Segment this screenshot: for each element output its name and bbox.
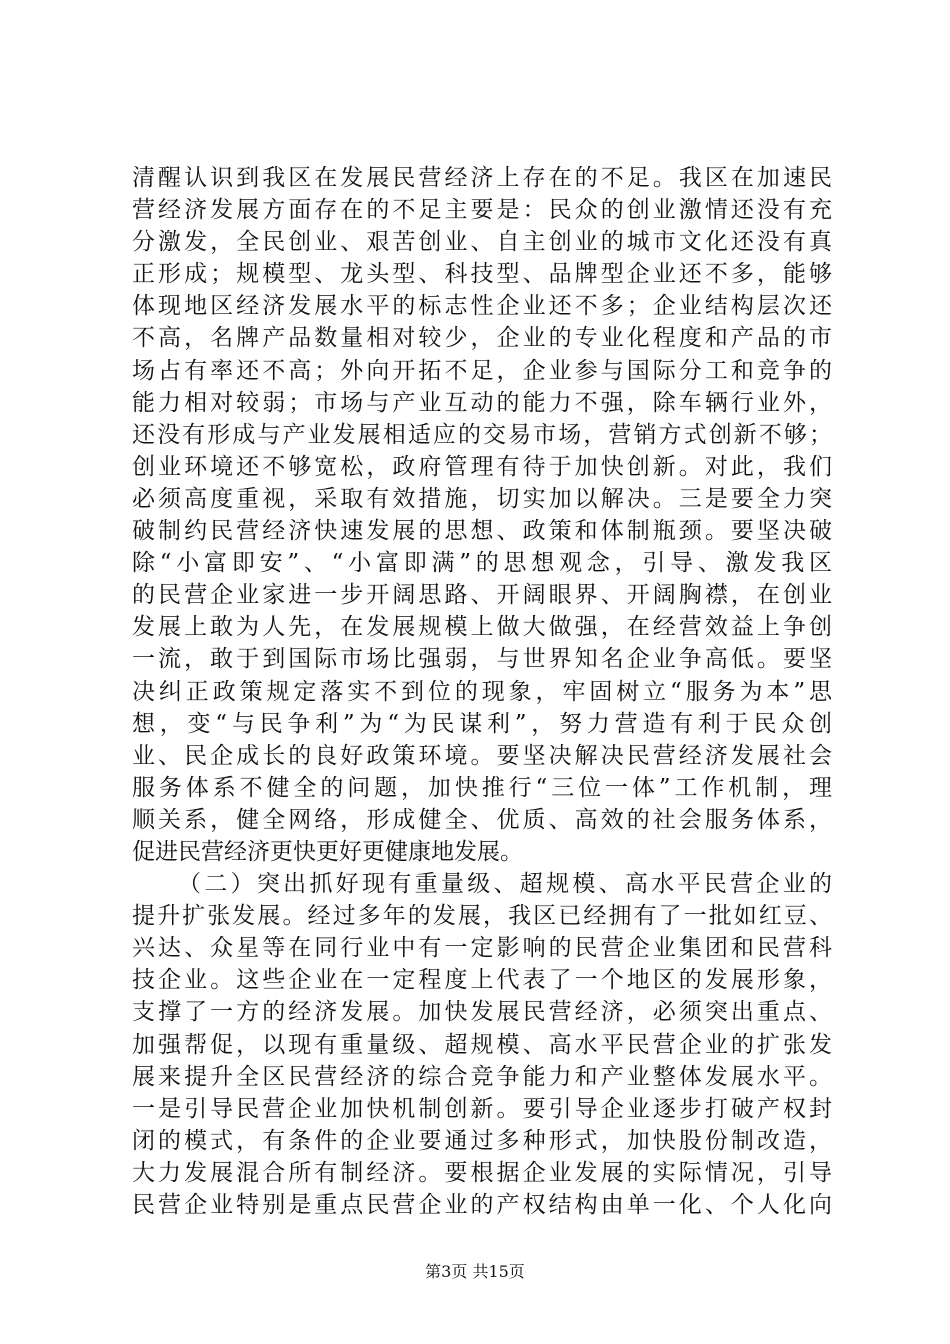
text-line: 能力相对较弱；市场与产业互动的能力不强，除车辆行业外， [132,389,832,416]
text-line: 创业环境还不够宽松，政府管理有待于加快创新。对此，我们 [132,453,832,480]
text-line: 民营企业特别是重点民营企业的产权结构由单一化、个人化向 [132,1192,832,1218]
page-number: 第3页 共15页 [425,1262,525,1281]
text-line: 支撑了一方的经济发展。加快发展民营经济，必须突出重点、 [132,999,832,1026]
text-line: 必须高度重视，采取有效措施，切实加以解决。三是要全力突 [132,485,832,512]
page-footer [0,1262,950,1282]
text-line: 还没有形成与产业发展相适应的交易市场，营销方式创新不够； [132,421,832,448]
text-line: 营经济发展方面存在的不足主要是：民众的创业激情还没有充 [132,197,832,224]
text-line: 一流，敢于到国际市场比强弱，与世界知名企业争高低。要坚 [132,646,832,673]
text-line: 一是引导民营企业加快机制创新。要引导企业逐步打破产权封 [132,1095,832,1122]
text-line: 体现地区经济发展水平的标志性企业还不多；企业结构层次还 [132,293,832,320]
text-line: 顺关系，健全网络，形成健全、优质、高效的社会服务体系， [132,806,832,833]
text-line: 分激发，全民创业、艰苦创业、自主创业的城市文化还没有真 [132,229,832,256]
text-line: 的民营企业家进一步开阔思路、开阔眼界、开阔胸襟，在创业 [132,582,832,609]
text-line: 场占有率还不高；外向开拓不足，企业参与国际分工和竞争的 [132,357,832,384]
text-line: 正形成；规模型、龙头型、科技型、品牌型企业还不多，能够 [132,261,832,288]
body-text [132,162,832,1221]
text-line: 发展上敢为人先，在发展规模上做大做强，在经营效益上争创 [132,614,832,641]
text-line: 不高，名牌产品数量相对较少，企业的专业化程度和产品的市 [132,325,832,352]
text-line: 清醒认识到我区在发展民营经济上存在的不足。我区在加速民 [132,165,832,191]
text-line: 服务体系不健全的问题，加快推行“三位一体”工作机制，理 [132,774,832,801]
text-line: 业、民企成长的良好政策环境。要坚决解决民营经济发展社会 [132,742,832,769]
text-line: 技企业。这些企业在一定程度上代表了一个地区的发展形象， [132,967,832,994]
text-line: 兴达、众星等在同行业中有一定影响的民营企业集团和民营科 [132,935,832,962]
text-line: 促进民营经济更快更好更健康地发展。 [132,838,523,865]
text-line: 提升扩张发展。经过多年的发展，我区已经拥有了一批如红豆、 [132,903,832,930]
paragraph-heading-line: （二）突出抓好现有重量级、超规模、高水平民营企业的 [178,871,832,898]
text-line: 展来提升全区民营经济的综合竞争能力和产业整体发展水平。 [132,1063,832,1090]
text-line: 加强帮促，以现有重量级、超规模、高水平民营企业的扩张发 [132,1031,832,1058]
text-line: 决纠正政策规定落实不到位的现象，牢固树立“服务为本”思 [132,678,832,705]
text-line: 除“小富即安”、“小富即满”的思想观念，引导、激发我区 [132,550,832,577]
text-line: 破制约民营经济快速发展的思想、政策和体制瓶颈。要坚决破 [132,518,832,545]
text-line: 闭的模式，有条件的企业要通过多种形式，加快股份制改造， [132,1127,832,1154]
text-line: 想，变“与民争利”为“为民谋利”，努力营造有利于民众创 [132,710,832,737]
text-line: 大力发展混合所有制经济。要根据企业发展的实际情况，引导 [132,1159,832,1186]
